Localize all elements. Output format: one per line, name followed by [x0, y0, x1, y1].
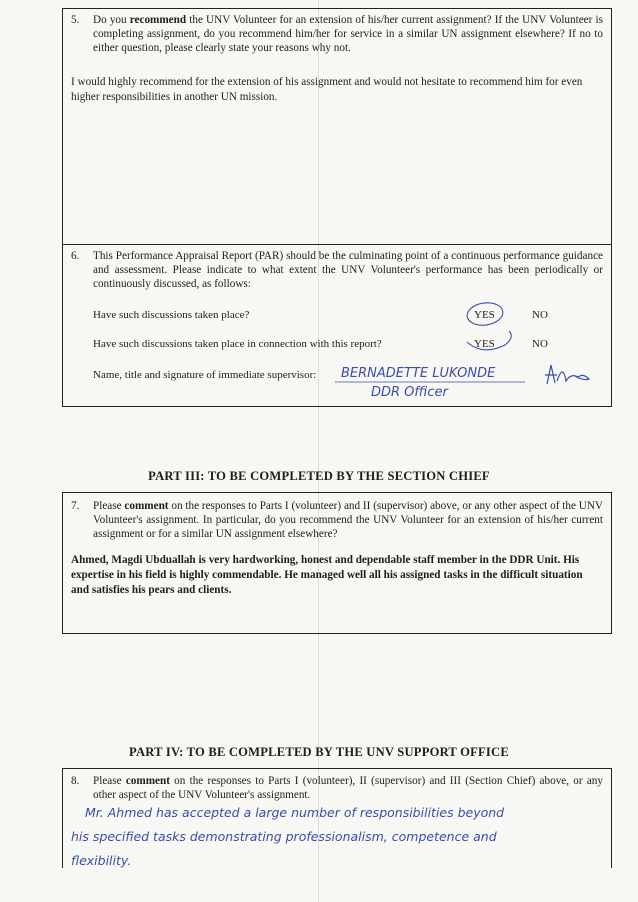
question-8-handwritten-line-1: Mr. Ahmed has accepted a large number of responsibilities beyond — [85, 805, 505, 820]
question-5-box — [62, 8, 612, 245]
question-8-text — [71, 774, 603, 802]
discussions-yes-option: YES — [474, 309, 495, 321]
question-8-box — [62, 768, 612, 868]
question-5-rest: the UNV Volunteer for an extension of his/her current assignment? If the UNV Volunteer is completing assignment, do you recommend him/her for service in a similar UN assignment elsewhere? If no to either question, please clearly state your reasons why not. — [93, 14, 603, 55]
question-7-bold: comment — [124, 500, 169, 512]
discussions-no-option: NO — [532, 309, 548, 321]
supervisor-name-handwritten: BERNADETTE LUKONDE — [341, 366, 496, 381]
discussions-row-label: Have such discussions taken place? — [93, 309, 250, 321]
question-5-lead: Do you — [93, 14, 130, 26]
question-5-answer: I would highly recommend for the extension of his assignment and would not hesitate to recommend him for even higher responsibilities in another UN mission. — [71, 76, 583, 103]
supervisor-label: Name, title and signature of immediate supervisor: — [93, 369, 317, 381]
question-8-lead: Please — [93, 775, 126, 787]
question-8-rest: on the responses to Parts I (volunteer), II (supervisor) and III (Section Chief) above, or any other aspect of the UNV Volunteer's assignment. — [93, 775, 603, 802]
supervisor-signature — [63, 245, 613, 408]
part-4-heading: PART IV: TO BE COMPLETED BY THE UNV SUPPORT OFFICE — [129, 745, 509, 759]
question-8-handwritten-line-3: flexibility. — [71, 853, 132, 868]
discussions-report-row-label: Have such discussions taken place in connection with this report? — [93, 338, 382, 350]
question-8-bold: comment — [125, 775, 170, 787]
discussions-report-yes-option: YES — [474, 338, 495, 350]
question-6-box — [62, 244, 612, 407]
question-5-bold: recommend — [129, 14, 187, 26]
supervisor-title-handwritten: DDR Officer — [371, 385, 448, 400]
question-7-number: 7. — [71, 500, 80, 512]
question-7-box — [62, 492, 612, 634]
discussions-report-no-option: NO — [532, 338, 548, 350]
question-7-rest: on the responses to Parts I (volunteer) and II (supervisor) above, or any other aspect of the UNV Volunteer's assignment. In particular, do you recommend the UNV Volunteer for an extension of his/her current assignment or for a similar UN assignment elsewhere? — [93, 500, 603, 541]
question-6-body: This Performance Appraisal Report (PAR) should be the culminating point of a continuous performance guidance and assessment. Please indicate to what extent the UNV Volunteer's performance has been periodically or continuously discussed, as follows: — [93, 250, 603, 291]
question-6-number: 6. — [71, 250, 80, 262]
question-7-answer: Ahmed, Magdi Ubduallah is very hardworking, honest and dependable staff member in the DDR Unit. His expertise in his field is highly commendable. He managed well all his assigned tasks in the difficult situation and satisfies his pears and clients. — [71, 554, 583, 596]
part-3-heading: PART III: TO BE COMPLETED BY THE SECTION CHIEF — [148, 469, 490, 483]
question-8-number: 8. — [71, 775, 80, 787]
question-7-text — [71, 499, 603, 542]
question-7-lead: Please — [93, 500, 125, 512]
question-8-handwritten-line-2: his specified tasks demonstrating professionalism, competence and — [71, 829, 497, 844]
question-5-number: 5. — [71, 14, 80, 26]
question-5-text — [71, 13, 603, 56]
